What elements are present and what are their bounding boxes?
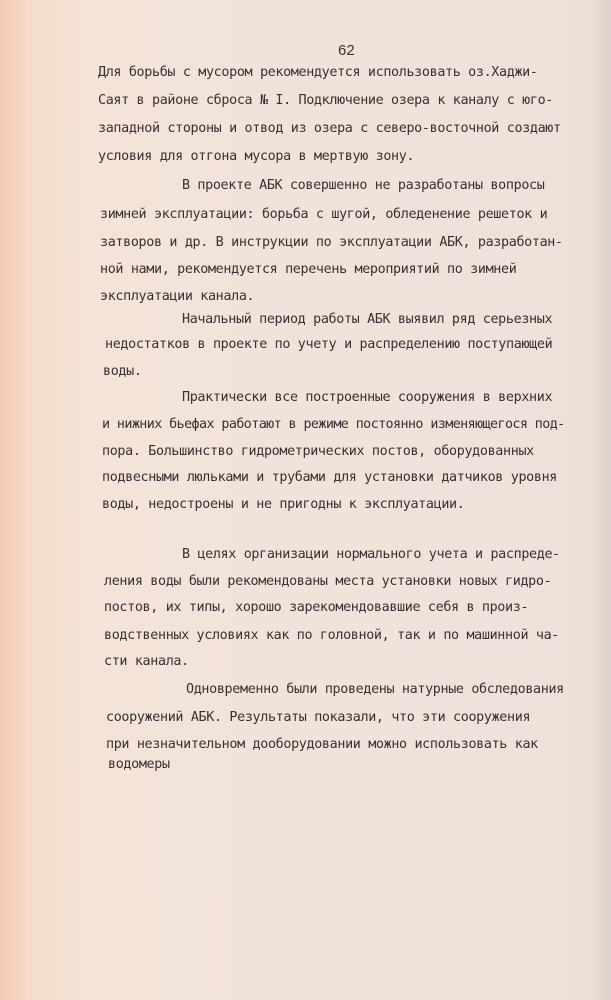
paragraph-1-line-4: условия для отгона мусора в мертвую зону. <box>98 149 415 164</box>
paragraph-3-line-3: воды. <box>103 364 142 379</box>
paragraph-2-line-1: В проекте АБК совершенно не разработаны вопросы <box>182 178 545 193</box>
paragraph-6-line-2: сооружений АБК. Результаты показали, что эти сооружения <box>106 710 531 725</box>
paragraph-1-line-1: Для борьбы с мусором рекомендуется использовать оз.Хаджи- <box>98 65 538 80</box>
paragraph-6-line-3: при незначительном дооборудовании можно использовать как <box>106 737 538 752</box>
paragraph-1-line-3: западной стороны и отвод из озера с северо-восточной создают <box>98 121 561 136</box>
paragraph-4-line-4: подвесными люльками и трубами для установки датчиков уровня <box>102 470 557 485</box>
paragraph-5-line-4: водственных условиях как по головной, так и по машинной ча- <box>104 628 559 643</box>
paragraph-4-line-3: пора. Большинство гидрометрических постов, оборудованных <box>102 444 534 459</box>
paragraph-2-line-4: ной нами, рекомендуется перечень мероприятий по зимней <box>100 262 517 277</box>
paragraph-4-line-2: и нижних бьефах работают в режиме постоянно изменяющегося под- <box>102 417 565 432</box>
paragraph-5-line-2: ления воды были рекомендованы места установки новых гидро- <box>104 574 552 589</box>
paragraph-4-line-5: воды, недостроены и не пригодны к эксплуатации. <box>102 497 465 512</box>
paragraph-5-line-3: постов, их типы, хорошо зарекомендовавшие себя в произ- <box>104 600 529 615</box>
paragraph-2-line-2: зимней эксплуатации: борьба с шугой, обледенение решеток и <box>100 207 548 222</box>
paragraph-6-line-4: водомеры <box>108 757 170 772</box>
paragraph-3-line-2: недостатков в проекте по учету и распределению поступающей <box>105 337 553 352</box>
paragraph-3-line-1: Начальный период работы АБК выявил ряд серьезных <box>182 312 553 327</box>
paragraph-6-line-1: Одновременно были проведены натурные обследования <box>186 682 564 697</box>
paragraph-1-line-2: Саят в районе сброса № I. Подключение озера к каналу с юго- <box>98 93 553 108</box>
paragraph-2-line-3: затворов и др. В инструкции по эксплуатации АБК, разработан- <box>100 235 563 250</box>
paragraph-4-line-1: Практически все построенные сооружения в верхних <box>182 390 553 405</box>
page-number: 62 <box>338 42 355 59</box>
paragraph-5-line-1: В целях организации нормального учета и распреде- <box>182 547 560 562</box>
paragraph-2-line-5: эксплуатации канала. <box>100 289 255 304</box>
paragraph-5-line-5: сти канала. <box>104 654 189 669</box>
